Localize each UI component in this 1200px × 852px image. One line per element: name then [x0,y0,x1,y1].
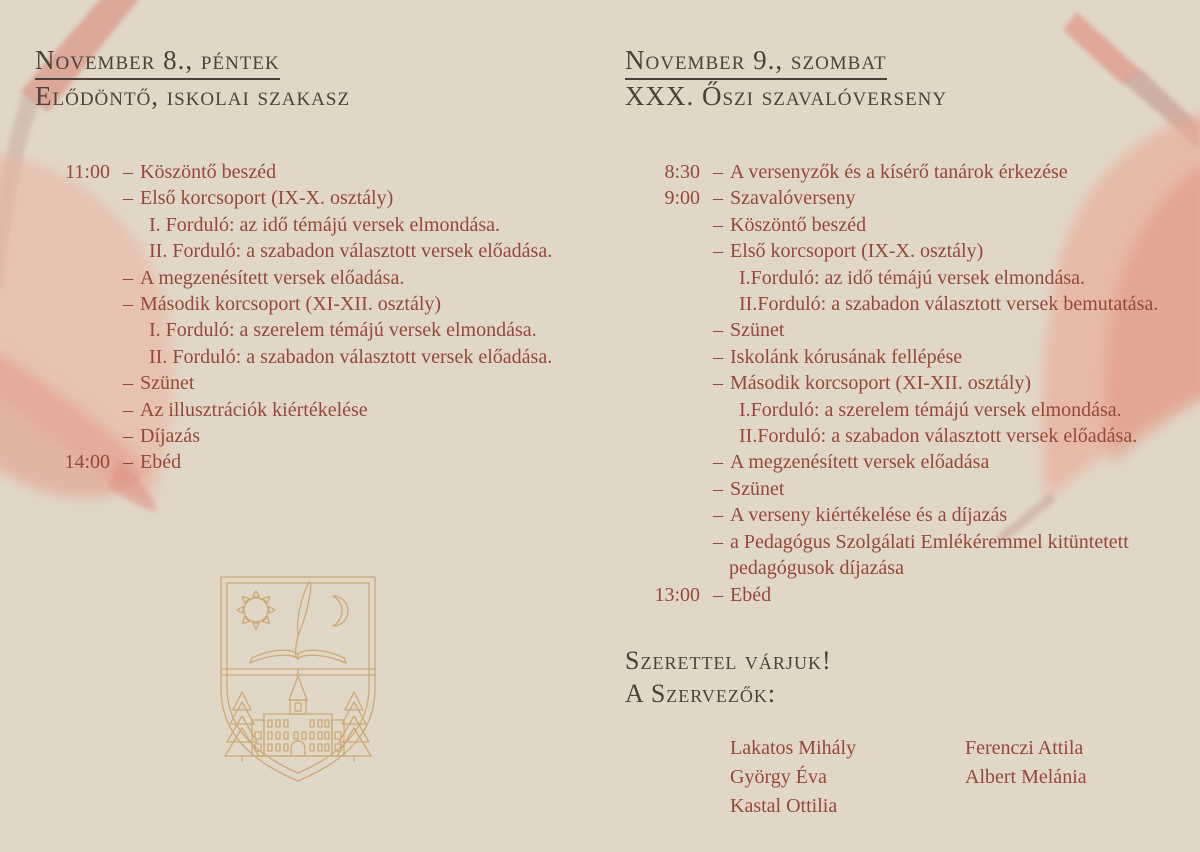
saturday-title: November 9., szombat [625,44,887,80]
schedule-time [625,317,700,343]
schedule-time [35,185,110,211]
schedule-text: – Ebéd [713,583,772,606]
saturday-subtitle: XXX. Őszi szavalóverseny [625,81,948,111]
schedule-row [35,291,610,317]
organizer-name: György Éva [730,765,827,788]
crescent-moon-icon [333,596,348,626]
schedule-row [625,159,1200,185]
friday-title-heading [35,44,610,80]
schedule-text: – Iskolánk kórusának fellépése [713,345,963,368]
dash-bullet: – [713,477,723,500]
schedule-time [625,265,700,291]
organizers-list [730,734,1200,820]
saturday-program-panel [625,44,1200,820]
schedule-text: pedagógusok díjazása [729,557,904,580]
saturday-title-heading [625,44,1200,80]
schedule-row [35,265,610,291]
schedule-time [625,449,700,475]
schedule-text: – Köszöntő beszéd [123,161,277,183]
dash-bullet: – [123,161,133,183]
organizer-column [965,734,1200,820]
schedule-text: I. Forduló: a szerelem témájú versek elmondása. [149,319,537,342]
dash-bullet: – [123,372,133,395]
schedule-time: 11:00 [65,161,110,183]
schedule-time [35,317,110,343]
dash-bullet: – [123,425,133,448]
schedule-row [625,317,1200,343]
schedule-text: – Második korcsoport (XI-XII. osztály) [713,372,1032,395]
schedule-row [625,212,1200,238]
schedule-text: – Az illusztrációk kiértékelése [123,398,368,421]
dash-bullet: – [713,530,723,553]
friday-subtitle: Elődöntő, iskolai szakasz [35,81,351,111]
schedule-time [625,555,700,581]
schedule-row [35,238,610,264]
quill-icon [296,582,311,658]
schedule-text: I. Forduló: az idő témájú versek elmondása. [149,213,501,236]
schedule-text: – Ebéd [123,451,182,474]
schedule-text: II. Forduló: a szabadon választott versek előadása. [149,240,553,263]
schedule-row [35,370,610,396]
dash-bullet: – [713,240,723,263]
schedule-row [625,502,1200,528]
dash-bullet: – [713,345,723,368]
friday-title: November 8., péntek [35,44,280,80]
schedule-row [35,423,610,449]
schedule-row [625,238,1200,264]
schedule-row [35,212,610,238]
dash-bullet: – [713,187,723,210]
dash-bullet: – [123,293,133,316]
schedule-text: – Köszöntő beszéd [713,213,867,236]
schedule-time [625,212,700,238]
schedule-text: – Díjazás [123,425,200,448]
dash-bullet: – [713,504,723,527]
schedule-row [625,370,1200,396]
sun-icon [237,591,275,629]
schedule-text: – Második korcsoport (XI-XII. osztály) [123,293,442,316]
dash-bullet: – [123,266,133,289]
schedule-row [625,344,1200,370]
schedule-text: – Szünet [713,319,785,342]
dash-bullet: – [123,451,133,474]
schedule-time [625,502,700,528]
schedule-text: – Szünet [123,372,195,395]
schedule-time [625,397,700,423]
schedule-row [625,555,1200,581]
schedule-row [625,449,1200,475]
schedule-time [35,238,110,264]
schedule-row [625,265,1200,291]
dash-bullet: – [713,451,723,474]
schedule-time [625,476,700,502]
schedule-time: 8:30 [664,161,700,183]
schedule-row [625,529,1200,555]
organizers-label: A Szervezők: [625,678,777,708]
schedule-time [35,265,110,291]
schedule-text: I.Forduló: az idő témájú versek elmondása. [739,266,1086,289]
schedule-text: – Első korcsoport (IX-X. osztály) [713,240,984,263]
dash-bullet: – [123,398,133,421]
schedule-row [625,476,1200,502]
saturday-schedule-list [625,159,1200,608]
schedule-row [625,397,1200,423]
schedule-row [35,185,610,211]
schedule-time [35,344,110,370]
schedule-time [625,238,700,264]
school-building-icon [248,670,348,756]
schedule-row [625,185,1200,211]
schedule-time [625,423,700,449]
organizer-name: Kastal Ottilia [730,794,838,817]
schedule-row [625,582,1200,608]
organizer-name: Lakatos Mihály [730,736,857,759]
schedule-row [625,291,1200,317]
schedule-text: II.Forduló: a szabadon választott versek bemutatása. [739,293,1159,316]
schedule-text: – A verseny kiértékelése és a díjazás [713,504,1008,527]
schedule-time [35,291,110,317]
schedule-text: I.Forduló: a szerelem témájú versek elmondása. [739,398,1122,421]
schedule-time [625,344,700,370]
schedule-time [35,397,110,423]
schedule-row [35,317,610,343]
schedule-time [625,370,700,396]
schedule-time: 13:00 [654,583,700,606]
dash-bullet: – [713,319,723,342]
school-crest-icon [212,570,384,790]
schedule-text: – A megzenésített versek előadása. [123,266,405,289]
organizer-column [730,734,965,820]
schedule-time [35,423,110,449]
organizer-name: Ferenczi Attila [965,736,1084,759]
schedule-time: 9:00 [664,187,700,210]
dash-bullet: – [713,161,723,183]
schedule-row [35,397,610,423]
schedule-row [35,344,610,370]
schedule-row [35,449,610,475]
schedule-time: 14:00 [64,451,110,474]
schedule-text: – Szavalóverseny [713,187,856,210]
dash-bullet: – [123,187,133,210]
schedule-text: – Szünet [713,477,785,500]
schedule-text: – A megzenésített versek előadása [713,451,990,474]
dash-bullet: – [713,583,723,606]
schedule-row [35,159,610,185]
dash-bullet: – [713,213,723,236]
friday-schedule-list [35,159,610,476]
organizer-name: Albert Melánia [965,765,1087,788]
closing-block [625,644,1200,710]
schedule-text: – a Pedagógus Szolgálati Emlékéremmel kitüntetett [713,530,1129,553]
schedule-row [625,423,1200,449]
schedule-text: II. Forduló: a szabadon választott versek előadása. [149,345,553,368]
schedule-time [35,212,110,238]
friday-program-panel [35,44,610,476]
schedule-time [625,291,700,317]
dash-bullet: – [713,372,723,395]
schedule-text: – A versenyzők és a kísérő tanárok érkezése [713,161,1068,183]
schedule-time [625,529,700,555]
schedule-text: – Első korcsoport (IX-X. osztály) [123,187,394,210]
open-book-icon [250,650,346,663]
schedule-time [35,370,110,396]
closing-message: Szerettel várjuk! [625,645,832,675]
schedule-text: II.Forduló: a szabadon választott versek előadása. [739,425,1138,448]
